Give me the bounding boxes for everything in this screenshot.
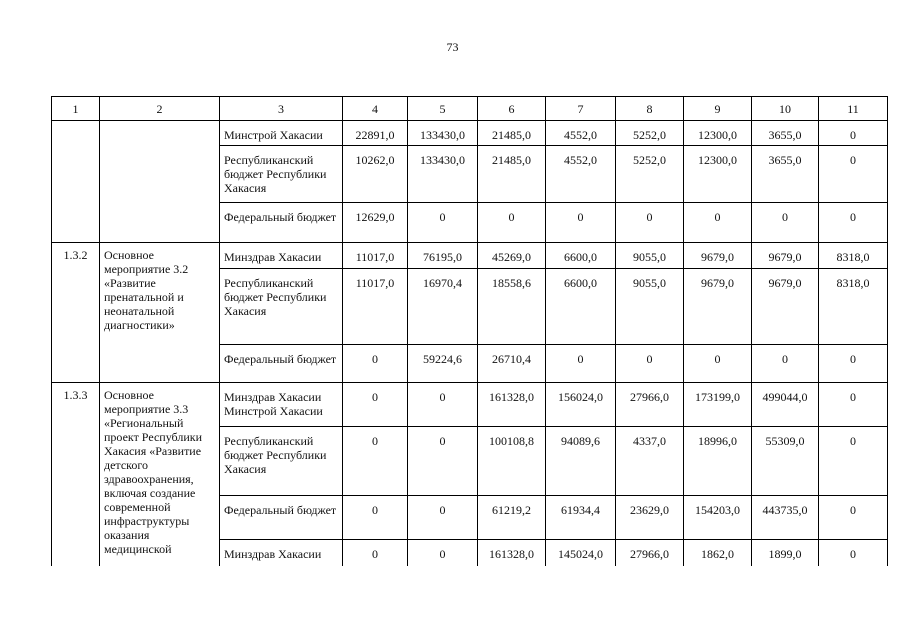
column-header: 10 bbox=[752, 97, 819, 121]
amount-cell: 27966,0 bbox=[616, 540, 684, 566]
event-name bbox=[100, 121, 220, 243]
amount-cell: 0 bbox=[819, 496, 888, 540]
amount-cell: 0 bbox=[616, 203, 684, 243]
funding-source: Республиканский бюджет Республики Хакасия bbox=[220, 427, 343, 496]
amount-cell: 9679,0 bbox=[684, 243, 752, 269]
funding-source: Минстрой Хакасии bbox=[220, 121, 343, 146]
amount-cell: 0 bbox=[343, 427, 408, 496]
amount-cell: 45269,0 bbox=[478, 243, 546, 269]
amount-cell: 0 bbox=[752, 203, 819, 243]
amount-cell: 173199,0 bbox=[684, 383, 752, 427]
amount-cell: 0 bbox=[408, 203, 478, 243]
item-code bbox=[52, 121, 100, 243]
column-header: 1 bbox=[52, 97, 100, 121]
column-header: 2 bbox=[100, 97, 220, 121]
amount-cell: 1862,0 bbox=[684, 540, 752, 566]
amount-cell: 9679,0 bbox=[752, 243, 819, 269]
amount-cell: 9055,0 bbox=[616, 243, 684, 269]
event-name: Основное мероприятие 3.3 «Региональный проект Республики Хакасия «Развитие детского здравоохранения, включая создание современной инфраструктуры оказания медицинской bbox=[100, 383, 220, 566]
amount-cell: 9055,0 bbox=[616, 269, 684, 345]
amount-cell: 0 bbox=[616, 345, 684, 383]
amount-cell: 443735,0 bbox=[752, 496, 819, 540]
amount-cell: 0 bbox=[546, 203, 616, 243]
amount-cell: 0 bbox=[343, 345, 408, 383]
column-header: 6 bbox=[478, 97, 546, 121]
table-row bbox=[52, 383, 888, 427]
amount-cell: 1899,0 bbox=[752, 540, 819, 566]
amount-cell: 0 bbox=[684, 345, 752, 383]
amount-cell: 8318,0 bbox=[819, 269, 888, 345]
amount-cell: 154203,0 bbox=[684, 496, 752, 540]
amount-cell: 5252,0 bbox=[616, 121, 684, 146]
event-name: Основное мероприятие 3.2 «Развитие пренатальной и неонатальной диагностики» bbox=[100, 243, 220, 383]
column-header: 11 bbox=[819, 97, 888, 121]
amount-cell: 0 bbox=[478, 203, 546, 243]
amount-cell: 22891,0 bbox=[343, 121, 408, 146]
funding-source: Федеральный бюджет bbox=[220, 496, 343, 540]
amount-cell: 26710,4 bbox=[478, 345, 546, 383]
amount-cell: 0 bbox=[752, 345, 819, 383]
amount-cell: 12300,0 bbox=[684, 121, 752, 146]
amount-cell: 12629,0 bbox=[343, 203, 408, 243]
amount-cell: 0 bbox=[343, 383, 408, 427]
amount-cell: 6600,0 bbox=[546, 243, 616, 269]
amount-cell: 55309,0 bbox=[752, 427, 819, 496]
amount-cell: 3655,0 bbox=[752, 121, 819, 146]
amount-cell: 0 bbox=[343, 496, 408, 540]
amount-cell: 4337,0 bbox=[616, 427, 684, 496]
amount-cell: 0 bbox=[819, 427, 888, 496]
amount-cell: 94089,6 bbox=[546, 427, 616, 496]
header-row bbox=[52, 97, 888, 121]
funding-source: Республиканский бюджет Республики Хакасия bbox=[220, 269, 343, 345]
table-row bbox=[52, 243, 888, 269]
amount-cell: 10262,0 bbox=[343, 146, 408, 203]
budget-table bbox=[51, 96, 888, 566]
funding-source: Минздрав Хакасии Минстрой Хакасии bbox=[220, 383, 343, 427]
amount-cell: 0 bbox=[819, 121, 888, 146]
amount-cell: 12300,0 bbox=[684, 146, 752, 203]
column-header: 4 bbox=[343, 97, 408, 121]
column-header: 9 bbox=[684, 97, 752, 121]
amount-cell: 133430,0 bbox=[408, 146, 478, 203]
column-header: 8 bbox=[616, 97, 684, 121]
item-code: 1.3.3 bbox=[52, 383, 100, 566]
amount-cell: 21485,0 bbox=[478, 146, 546, 203]
amount-cell: 0 bbox=[408, 427, 478, 496]
amount-cell: 161328,0 bbox=[478, 383, 546, 427]
amount-cell: 0 bbox=[819, 146, 888, 203]
column-header: 5 bbox=[408, 97, 478, 121]
amount-cell: 3655,0 bbox=[752, 146, 819, 203]
amount-cell: 0 bbox=[408, 383, 478, 427]
item-code: 1.3.2 bbox=[52, 243, 100, 383]
amount-cell: 27966,0 bbox=[616, 383, 684, 427]
amount-cell: 161328,0 bbox=[478, 540, 546, 566]
amount-cell: 9679,0 bbox=[752, 269, 819, 345]
column-header: 7 bbox=[546, 97, 616, 121]
amount-cell: 4552,0 bbox=[546, 146, 616, 203]
amount-cell: 0 bbox=[819, 383, 888, 427]
table-row bbox=[52, 121, 888, 146]
funding-source: Федеральный бюджет bbox=[220, 203, 343, 243]
amount-cell: 145024,0 bbox=[546, 540, 616, 566]
amount-cell: 0 bbox=[343, 540, 408, 566]
funding-source: Федеральный бюджет bbox=[220, 345, 343, 383]
amount-cell: 0 bbox=[819, 345, 888, 383]
amount-cell: 156024,0 bbox=[546, 383, 616, 427]
amount-cell: 6600,0 bbox=[546, 269, 616, 345]
amount-cell: 11017,0 bbox=[343, 269, 408, 345]
amount-cell: 100108,8 bbox=[478, 427, 546, 496]
amount-cell: 76195,0 bbox=[408, 243, 478, 269]
amount-cell: 21485,0 bbox=[478, 121, 546, 146]
funding-source: Минздрав Хакасии bbox=[220, 540, 343, 566]
amount-cell: 0 bbox=[819, 203, 888, 243]
page-number: 73 bbox=[446, 40, 459, 54]
amount-cell: 0 bbox=[546, 345, 616, 383]
amount-cell: 61219,2 bbox=[478, 496, 546, 540]
amount-cell: 133430,0 bbox=[408, 121, 478, 146]
amount-cell: 4552,0 bbox=[546, 121, 616, 146]
amount-cell: 0 bbox=[408, 540, 478, 566]
amount-cell: 499044,0 bbox=[752, 383, 819, 427]
amount-cell: 5252,0 bbox=[616, 146, 684, 203]
column-header: 3 bbox=[220, 97, 343, 121]
amount-cell: 18558,6 bbox=[478, 269, 546, 345]
funding-source: Республиканский бюджет Республики Хакасия bbox=[220, 146, 343, 203]
amount-cell: 0 bbox=[408, 496, 478, 540]
amount-cell: 59224,6 bbox=[408, 345, 478, 383]
amount-cell: 16970,4 bbox=[408, 269, 478, 345]
amount-cell: 18996,0 bbox=[684, 427, 752, 496]
amount-cell: 9679,0 bbox=[684, 269, 752, 345]
amount-cell: 0 bbox=[684, 203, 752, 243]
amount-cell: 23629,0 bbox=[616, 496, 684, 540]
amount-cell: 11017,0 bbox=[343, 243, 408, 269]
amount-cell: 61934,4 bbox=[546, 496, 616, 540]
amount-cell: 0 bbox=[819, 540, 888, 566]
amount-cell: 8318,0 bbox=[819, 243, 888, 269]
funding-source: Минздрав Хакасии bbox=[220, 243, 343, 269]
